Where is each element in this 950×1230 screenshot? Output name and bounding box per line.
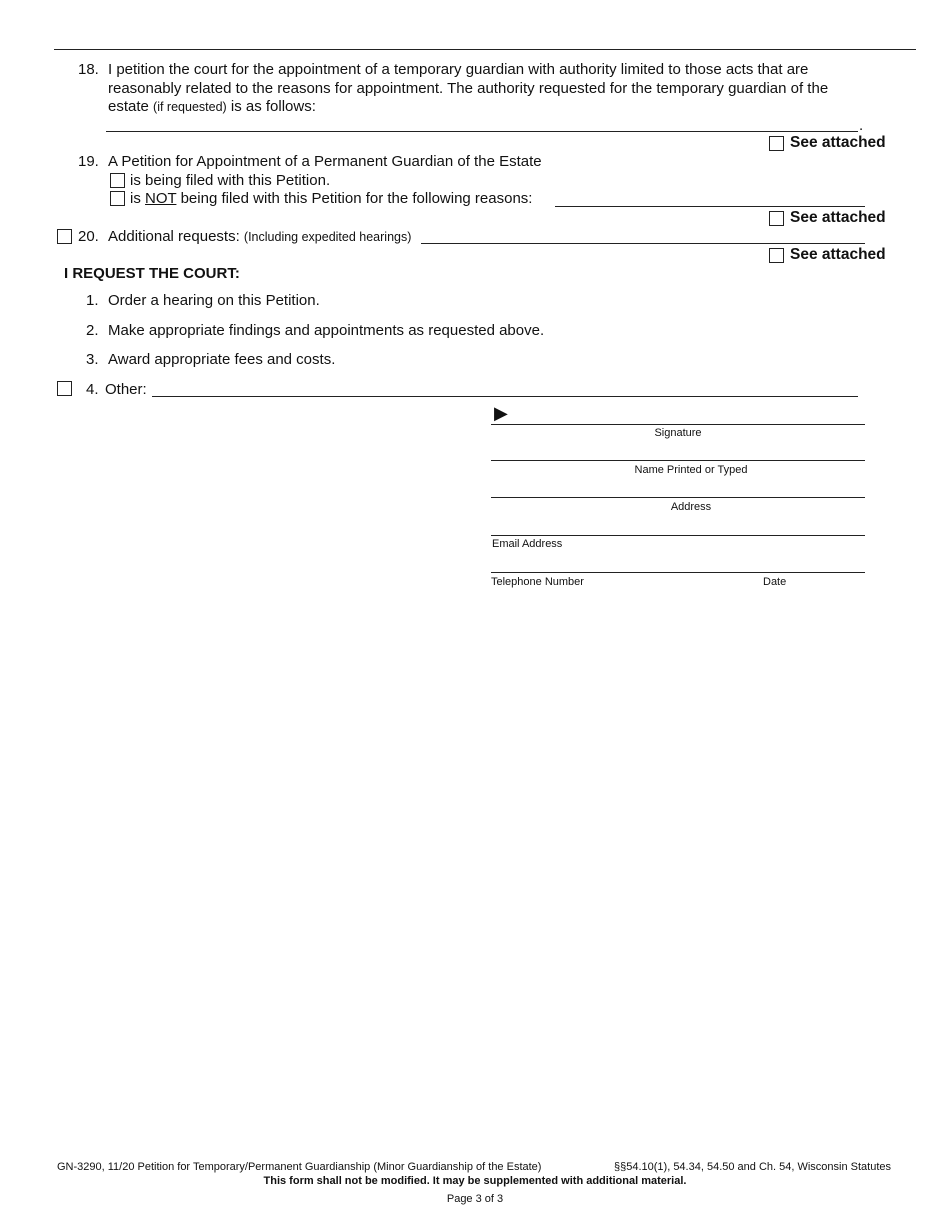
see-attached-label: See attached — [790, 246, 886, 263]
item-19-is: is — [130, 190, 141, 207]
address-field[interactable] — [491, 497, 865, 498]
top-rule — [54, 49, 916, 50]
item-19-being-filed-checkbox[interactable] — [110, 173, 125, 188]
item-18-trailing-period: . — [859, 117, 864, 134]
item-18-see-attached[interactable] — [769, 134, 886, 152]
item-20-small: (Including expedited hearings) — [243, 230, 412, 244]
item-18-as-follows: is as follows: — [230, 98, 316, 115]
item-18-line-3 — [108, 98, 316, 116]
request-item-1-number: 1. — [86, 292, 99, 309]
item-20-see-attached-checkbox[interactable] — [769, 248, 784, 263]
item-18-see-attached-checkbox[interactable] — [769, 136, 784, 151]
item-20-label — [108, 228, 411, 246]
email-field[interactable] — [491, 535, 865, 536]
request-item-4-checkbox[interactable] — [57, 381, 72, 396]
request-item-3-number: 3. — [86, 351, 99, 368]
item-18-estate-text: estate — [108, 98, 149, 115]
item-18-authority-field[interactable] — [106, 131, 858, 132]
item-20-text: Additional requests: — [108, 228, 240, 245]
item-20-checkbox[interactable] — [57, 229, 72, 244]
item-19-see-attached-checkbox[interactable] — [769, 211, 784, 226]
item-20-requests-field[interactable] — [421, 243, 865, 244]
request-heading: I REQUEST THE COURT: — [64, 265, 240, 282]
item-19-reasons-text: being filed with this Petition for the following reasons: — [180, 190, 533, 207]
footer-notice: This form shall not be modified. It may be supplemented with additional material. — [263, 1175, 687, 1187]
request-item-1-text: Order a hearing on this Petition. — [108, 292, 320, 309]
request-item-3-text: Award appropriate fees and costs. — [108, 351, 336, 368]
item-19-number: 19. — [78, 153, 99, 170]
request-item-4-text: Other: — [105, 381, 147, 398]
see-attached-label: See attached — [790, 209, 886, 226]
see-attached-label: See attached — [790, 134, 886, 151]
item-20-number: 20. — [78, 228, 99, 245]
request-item-2-text: Make appropriate findings and appointments as requested above. — [108, 322, 545, 339]
footer-form-id: GN-3290, 11/20 Petition for Temporary/Permanent Guardianship (Minor Guardianship of the Estate) — [57, 1161, 542, 1173]
item-19-not: NOT — [145, 190, 177, 207]
item-19-reasons-field[interactable] — [555, 206, 865, 207]
item-20-see-attached[interactable] — [769, 246, 886, 264]
date-label: Date — [763, 576, 787, 588]
item-19-option-2-label — [130, 190, 532, 208]
item-18-number: 18. — [78, 61, 99, 78]
signature-arrow-icon: ▶ — [494, 403, 508, 423]
item-18-line-2: reasonably related to the reasons for appointment. The authority requested for the temporary guardian of the — [108, 80, 829, 97]
footer-statutes: §§54.10(1), 54.34, 54.50 and Ch. 54, Wisconsin Statutes — [614, 1161, 892, 1173]
signature-label: Signature — [654, 427, 702, 439]
item-19-text: A Petition for Appointment of a Permanent Guardian of the Estate — [108, 153, 542, 170]
request-item-4-number: 4. — [86, 381, 99, 398]
item-19-not-filed-checkbox[interactable] — [110, 191, 125, 206]
footer-page-number: Page 3 of 3 — [446, 1193, 504, 1205]
request-item-2-number: 2. — [86, 322, 99, 339]
phone-date-field[interactable] — [491, 572, 865, 573]
item-18-if-requested: (if requested) — [153, 100, 227, 114]
name-label: Name Printed or Typed — [634, 464, 748, 476]
signature-field[interactable] — [491, 424, 865, 425]
item-19-see-attached[interactable] — [769, 209, 886, 227]
item-19-option-1-label: is being filed with this Petition. — [130, 172, 331, 189]
email-label: Email Address — [492, 538, 563, 550]
name-field[interactable] — [491, 460, 865, 461]
request-item-4-other-field[interactable] — [152, 396, 858, 397]
address-label: Address — [670, 501, 712, 513]
item-18-line-1: I petition the court for the appointment of a temporary guardian with authority limited to those acts that are — [108, 61, 809, 78]
phone-label: Telephone Number — [491, 576, 584, 588]
